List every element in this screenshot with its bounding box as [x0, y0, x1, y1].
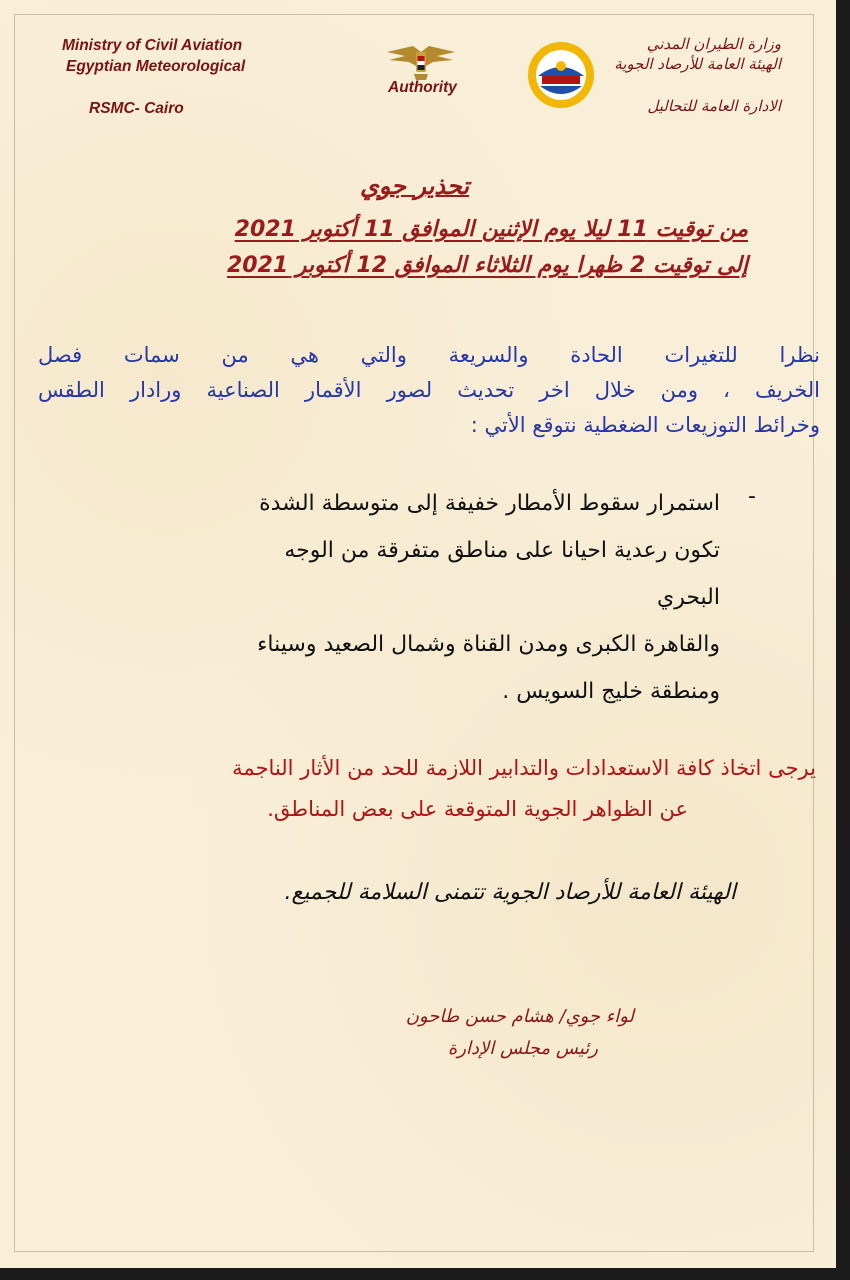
header-authority-word: Authority	[388, 79, 457, 96]
eagle-emblem-icon	[383, 44, 459, 84]
header-authority-en: Egyptian Meteorological	[66, 58, 246, 75]
intro-line: نظرا للتغيرات الحادة والسريعة والتي هي من سمات فصل	[38, 343, 820, 367]
header-ministry-ar: وزارة الطيران المدني	[646, 35, 781, 53]
closing-statement: الهيئة العامة للأرصاد الجوية تتمنى السلامة للجميع.	[284, 880, 736, 905]
precaution-notice-line2: عن الظواهر الجوية المتوقعة على بعض المناطق.	[267, 797, 688, 821]
warning-from-line: من توقيت 11 ليلا يوم الإثنين الموافق 11 أكتوبر 2021	[234, 217, 748, 242]
forecast-line: ومنطقة خليج السويس .	[502, 679, 720, 704]
forecast-line: استمرار سقوط الأمطار خفيفة إلى متوسطة الشدة	[259, 491, 720, 516]
ema-logo-icon	[526, 40, 596, 110]
header-ministry-en: Ministry of Civil Aviation	[62, 37, 243, 54]
intro-line: الخريف ، ومن خلال اخر تحديث لصور الأقمار الصناعية ورادار الطقس	[38, 378, 820, 402]
forecast-item	[100, 480, 720, 715]
bullet-dash: -	[748, 484, 756, 509]
header-authority-ar: الهيئة العامة للأرصاد الجوية	[614, 55, 781, 73]
header-department-ar: الادارة العامة للتحاليل	[647, 97, 781, 115]
signatory-name: لواء جوي/ هشام حسن طاحون	[405, 1006, 634, 1027]
precaution-notice-line1: يرجى اتخاذ كافة الاستعدادات والتدابير اللازمة للحد من الأثار الناجمة	[232, 756, 816, 780]
warning-title: تحذير جوي	[360, 172, 470, 200]
forecast-line: البحري	[656, 585, 720, 610]
intro-line: وخرائط التوزيعات الضغطية نتوقع الأتي :	[470, 413, 820, 437]
forecast-line: والقاهرة الكبرى ومدن القناة وشمال الصعيد وسيناء	[257, 632, 720, 657]
signatory-title: رئيس مجلس الإدارة	[447, 1038, 598, 1059]
forecast-line: تكون رعدية احيانا على مناطق متفرقة من الوجه	[284, 538, 720, 563]
header-rsmc: RSMC- Cairo	[89, 100, 184, 117]
intro-paragraph	[38, 338, 820, 443]
warning-to-line: إلى توقيت 2 ظهرا يوم الثلاثاء الموافق 12 أكتوبر 2021	[227, 253, 748, 278]
